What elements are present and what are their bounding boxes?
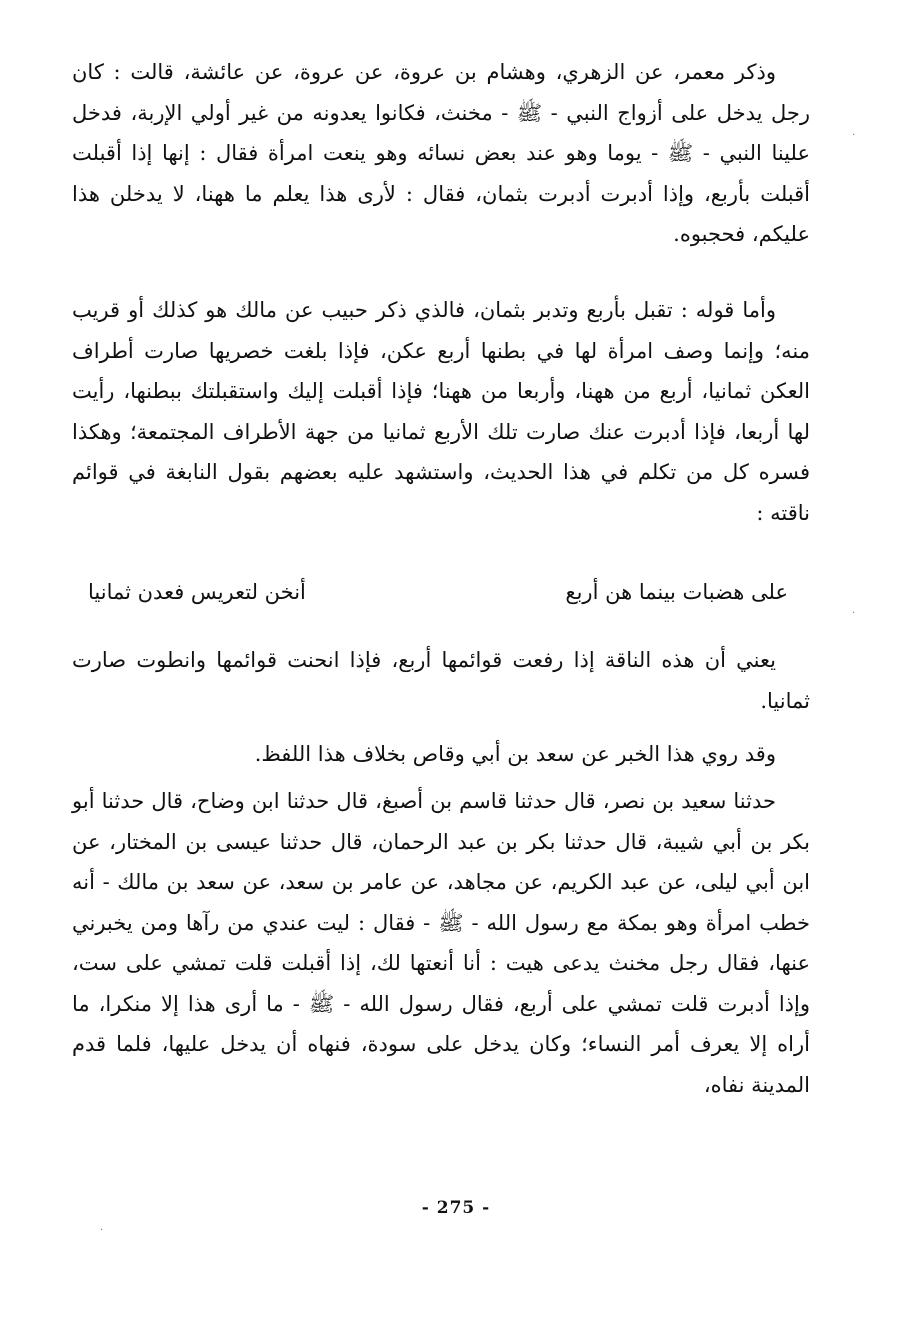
verse-first-hemistich: على هضبات بينما هن أربع xyxy=(565,580,788,604)
paragraph-explanation xyxy=(72,290,810,533)
paragraph-verse-meaning xyxy=(72,640,810,721)
paragraph-text: وذكر معمر، عن الزهري، وهشام بن عروة، عن عروة، عن عائشة، قالت : كان رجل يدخل على أزواج النبي - ﷺ - مخنث، فكانوا يعدونه من غير أولي الإربة، فدخل علينا النبي - ﷺ - يوما وهو عند بعض نسائه وهو ينعت امرأة فقال : إنها إذا أقبلت أقبلت بأربع، وإذا أدبرت أدبرت بثمان، فقال : لأرى هذا يعلم ما ههنا، لا يدخلن هذا عليكم، فحجبوه. xyxy=(72,60,810,246)
paragraph-other-narration-note xyxy=(72,734,810,775)
paragraph-isnad-saad xyxy=(72,781,810,1105)
page-number: - 275 - xyxy=(421,1198,491,1218)
paragraph-text: حدثنا سعيد بن نصر، قال حدثنا قاسم بن أصبغ، قال حدثنا ابن وضاح، قال حدثنا أبو بكر بن أبي شيبة، قال حدثنا بكر بن عبد الرحمان، قال حدثنا عيسى بن المختار، عن ابن أبي ليلى، عن عبد الكريم، عن مجاهد، عن عامر بن سعد، عن سعد بن مالك - أنه خطب امرأة وهو بمكة مع رسول الله - ﷺ - فقال : ليت عندي من رآها ومن يخبرني عنها، فقال رجل مخنث يدعى هيت : أنا أنعتها لك، إذا أقبلت قلت تمشي على ست، وإذا أدبرت قلت تمشي على أربع، فقال رسول الله - ﷺ - ما أرى هذا إلا منكرا، ما أراه إلا يعرف أمر النساء؛ وكان يدخل على سودة، فنهاه أن يدخل عليها، فلما قدم المدينة نفاه، xyxy=(72,789,810,1097)
poetry-verse xyxy=(72,572,810,612)
paragraph-text: وقد روي هذا الخبر عن سعد بن أبي وقاص بخلاف هذا اللفظ. xyxy=(254,742,776,766)
verse-line xyxy=(88,572,788,612)
paragraph-text: وأما قوله : تقبل بأربع وتدبر بثمان، فالذي ذكر حبيب عن مالك هو كذلك أو قريب منه؛ وإنما وصف امرأة لها في بطنها أربع عكن، فإذا بلغت خصريها صارت أطراف العكن ثمانيا، أربع من ههنا، وأربعا من ههنا؛ فإذا أقبلت إليك واستقبلتك ببطنها، رأيت لها أربعا، فإذا أدبرت عنك صارت تلك الأربع ثمانيا من جهة الأطراف المجتمعة؛ وهكذا فسره كل من تكلم في هذا الحديث، واستشهد عليه بعضهم بقول النابغة في قوائم ناقته : xyxy=(72,298,810,525)
paragraph-aisha-narration xyxy=(72,52,810,255)
scan-speck: · xyxy=(100,1225,104,1236)
paragraph-text: يعني أن هذه الناقة إذا رفعت قوائمها أربع، فإذا انحنت قوائمها وانطوت صارت ثمانيا. xyxy=(72,648,810,713)
scan-speck: · xyxy=(852,130,856,141)
verse-second-hemistich: أنخن لتعريس فعدن ثمانيا xyxy=(88,580,306,604)
scan-speck: · xyxy=(852,608,856,619)
